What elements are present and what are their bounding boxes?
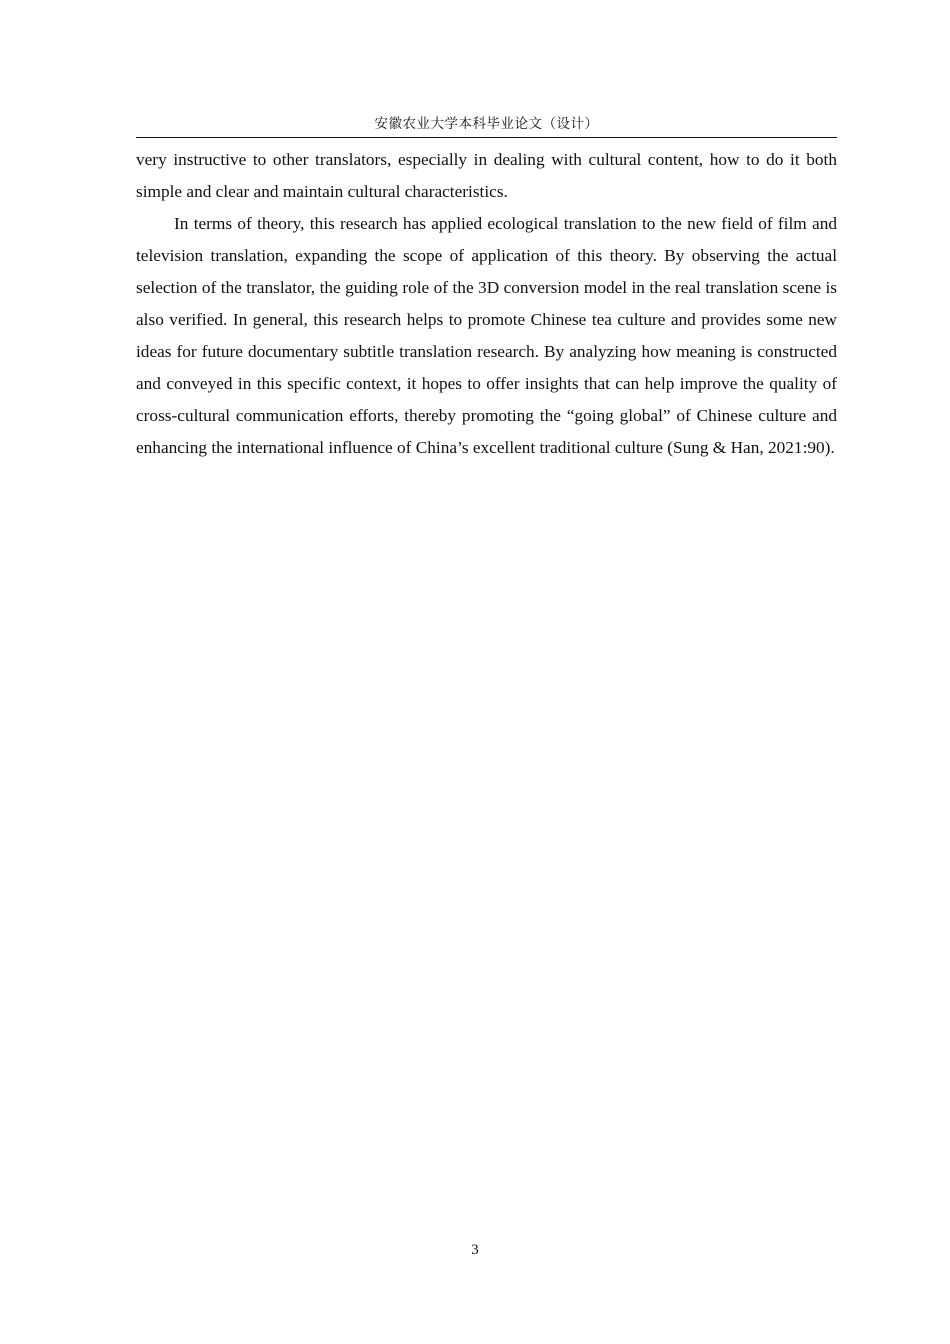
header-rule [136, 137, 837, 138]
paragraph-theory: In terms of theory, this research has applied ecological translation to the new field of film and television translation, expanding the scope of application of this theory. By observing the actual selection of the translator, the guiding role of the 3D conversion model in the real translation scene is also verified. In general, this research helps to promote Chinese tea culture and provides some new ideas for future documentary subtitle translation research. By analyzing how meaning is constructed and conveyed in this specific context, it hopes to offer insights that can help improve the quality of cross-cultural communication efforts, thereby promoting the “going global” of Chinese culture and enhancing the international influence of China’s excellent traditional culture (Sung & Han, 2021:90). [136, 214, 837, 457]
paragraph-continuation: very instructive to other translators, especially in dealing with cultural content, how to do it both simple and clear and maintain cultural characteristics. [136, 150, 837, 201]
page-number: 3 [471, 1242, 479, 1258]
body-text [136, 144, 837, 464]
running-header: 安徽农业大学本科毕业论文（设计） [374, 116, 599, 131]
